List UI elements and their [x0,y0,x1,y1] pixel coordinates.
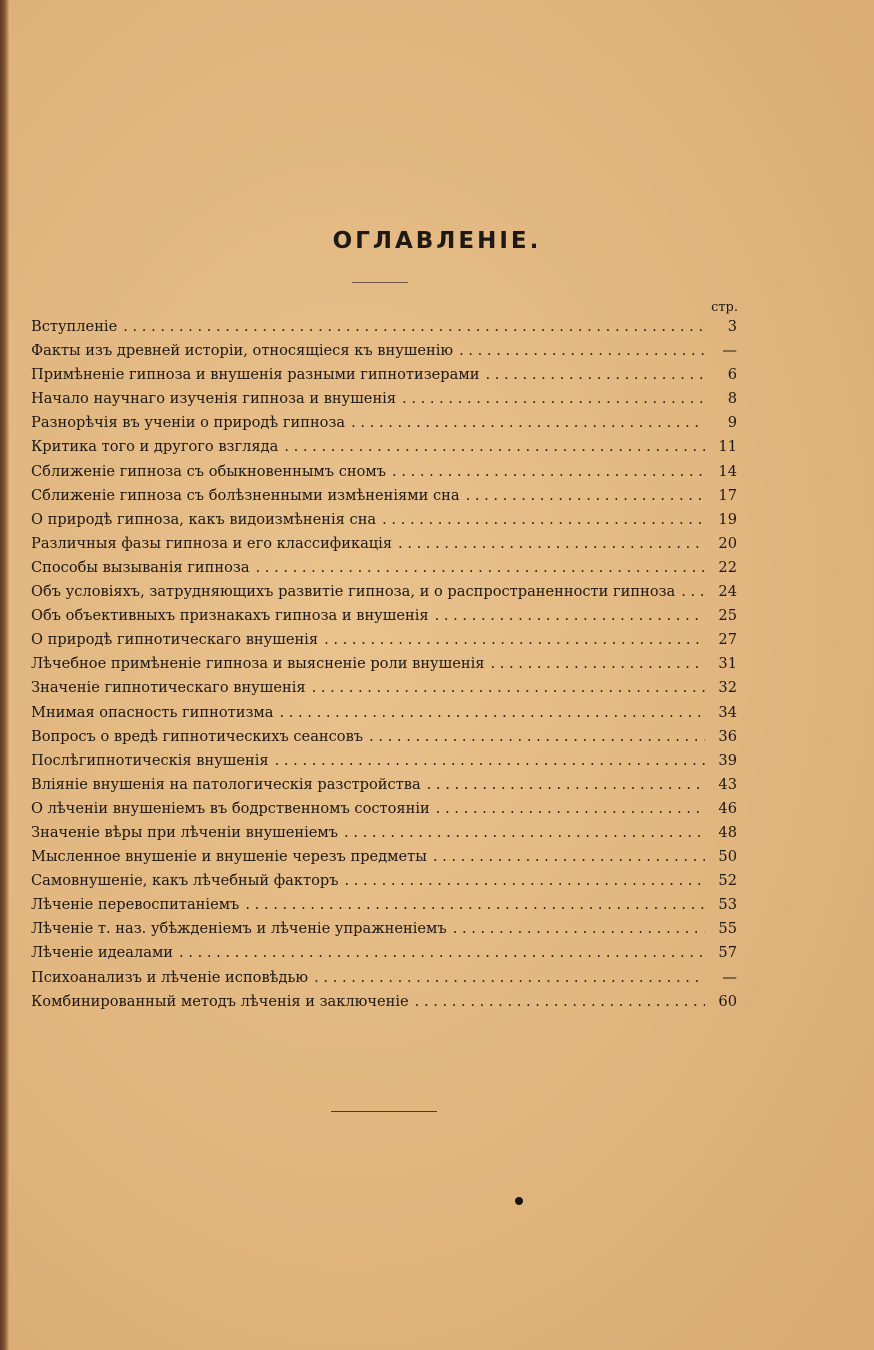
dot-leader [284,438,705,462]
toc-entry [31,872,737,896]
dot-leader [324,631,705,655]
dot-leader [312,679,705,703]
toc-entry-title: Вліяніе внушенія на патологическія разстройства [31,775,421,793]
toc-entry-title: Значеніе вѣры при лѣченіи внушеніемъ [31,823,339,841]
dot-leader [275,752,705,776]
toc-entry-title: Разнорѣчія въ ученіи о природѣ гипноза [31,414,346,432]
toc-entry-title: Лѣченіе перевоспитаніемъ [31,896,240,914]
toc-entry-title: Мысленное внушеніе и внушеніе черезъ предметы [31,848,427,866]
toc-entry-page-number: 24 [718,583,737,601]
toc-entry [31,414,737,438]
page-title: ОГЛАВЛЕНІЕ. [332,228,542,254]
dot-leader [392,463,705,487]
dot-leader [123,318,705,342]
toc-entry-title: Лѣченіе т. наз. убѣжденіемъ и лѣченіе упражненіемъ [31,920,447,938]
dot-leader [369,728,705,752]
toc-entry [31,607,737,631]
toc-entry-title: Примѣненіе гипноза и внушенія разными гипнотизерами [31,366,480,384]
toc-entry-title: Комбинированный методъ лѣченія и заключеніе [31,992,409,1010]
toc-entry [31,993,737,1017]
toc-entry [31,824,737,848]
dot-leader [382,511,705,535]
dot-leader [453,920,705,944]
toc-entry [31,487,737,511]
toc-entry-title: Послѣгипнотическія внушенія [31,751,269,769]
toc-entry-title: Лѣчебное примѣненіе гипноза и выясненіе роли внушенія [31,655,485,673]
toc-entry [31,631,737,655]
toc-entry-title: Сближеніе гипноза съ обыкновеннымъ сномъ [31,462,387,480]
toc-entry-page-number: 50 [718,848,737,866]
dot-leader [490,655,705,679]
toc-entry [31,559,737,583]
toc-entry [31,776,737,800]
dot-leader [433,848,705,872]
dot-leader [345,872,706,896]
toc-entry-title: О природѣ гипнотическаго внушенія [31,631,319,649]
dot-leader [427,776,705,800]
dot-leader [398,535,705,559]
toc-entry-title: Мнимая опасность гипнотизма [31,703,274,721]
toc-entry-title: Объ условіяхъ, затрудняющихъ развитіе гипноза, и о распространенности гипноза [31,583,676,601]
toc-entry-title: Различныя фазы гипноза и его классификація [31,534,393,552]
toc-entry [31,390,737,414]
toc-entry-page-number: 27 [718,631,737,649]
toc-entry-page-number: 25 [718,607,737,625]
toc-entry-page-number: 43 [718,775,737,793]
toc-entry-title: Вопросъ о вредѣ гипнотическихъ сеансовъ [31,727,364,745]
toc-entry [31,511,737,535]
dot-leader [279,704,705,728]
toc-entry [31,848,737,872]
dot-leader [435,607,705,631]
toc-entry-page-number: — [722,342,737,360]
book-spine-edge [0,0,9,1350]
toc-entry-title: Психоанализъ и лѣченіе исповѣдью [31,968,309,986]
dot-leader [459,342,705,366]
toc-entry [31,342,737,366]
toc-entry [31,438,737,462]
toc-entry-title: Факты изъ древней исторіи, относящіеся къ внушенію [31,342,454,360]
toc-entry-title: Лѣченіе идеалами [31,944,174,962]
toc-entry-title: Самовнушеніе, какъ лѣчебный факторъ [31,872,339,890]
toc-entry-page-number: 55 [718,920,737,938]
toc-entry-page-number: 36 [718,727,737,745]
printer-dot-mark [515,1197,523,1205]
toc-entry [31,800,737,824]
toc-entry [31,969,737,993]
toc-entry-page-number: 8 [727,390,737,408]
toc-entry-page-number: 60 [718,992,737,1010]
toc-entry [31,920,737,944]
toc-entry [31,535,737,559]
toc-entry [31,679,737,703]
toc-entry [31,583,737,607]
toc-entry-title: Способы вызыванія гипноза [31,558,250,576]
title-divider [352,282,408,283]
dot-leader [466,487,705,511]
bottom-divider [331,1111,437,1112]
toc-entry-title: О лѣченіи внушеніемъ въ бодрственномъ состояніи [31,799,430,817]
toc-entry [31,366,737,390]
dot-leader [245,896,705,920]
toc-entry-page-number: 20 [718,534,737,552]
dot-leader [344,824,705,848]
toc-entry [31,463,737,487]
dot-leader [256,559,705,583]
toc-entry [31,728,737,752]
toc-entry-page-number: 19 [718,510,737,528]
toc-entry-page-number: 11 [718,438,737,456]
toc-entry-title: Объ объективныхъ признакахъ гипноза и внушенія [31,607,429,625]
dot-leader [415,993,705,1017]
toc-entry-page-number: 34 [718,703,737,721]
toc-entry-page-number: 6 [727,366,737,384]
dot-leader [402,390,705,414]
toc-entry-page-number: 31 [718,655,737,673]
toc-entry-title: Начало научнаго изученія гипноза и внушенія [31,390,397,408]
toc-entry-page-number: 32 [718,679,737,697]
toc-entry-title: Критика того и другого взгляда [31,438,279,456]
toc-entry [31,704,737,728]
dot-leader [485,366,705,390]
toc-entry-page-number: 9 [727,414,737,432]
toc-entry-page-number: 57 [718,944,737,962]
page-column-label: стр. [711,300,738,315]
toc-entry-title: О природѣ гипноза, какъ видоизмѣненія сна [31,510,377,528]
toc-entry-page-number: 48 [718,823,737,841]
toc-entry-title: Значеніе гипнотическаго внушенія [31,679,306,697]
dot-leader [351,414,705,438]
toc-entry [31,318,737,342]
dot-leader [179,944,705,968]
toc-entry-page-number: 14 [718,462,737,480]
dot-leader [436,800,705,824]
toc-entry-page-number: 22 [718,558,737,576]
toc-entry-page-number: 53 [718,896,737,914]
toc-entry [31,752,737,776]
toc-entry [31,655,737,679]
toc-entry-page-number: — [722,968,737,986]
toc-entry-page-number: 39 [718,751,737,769]
table-of-contents [31,318,737,1017]
dot-leader [681,583,705,607]
dot-leader [314,969,705,993]
toc-entry-page-number: 46 [718,799,737,817]
toc-entry-title: Сближеніе гипноза съ болѣзненными измѣненіями сна [31,486,460,504]
toc-entry-page-number: 3 [727,318,737,335]
toc-entry-title: Вступленіе [31,318,118,335]
toc-entry [31,944,737,968]
toc-entry-page-number: 52 [718,872,737,890]
toc-entry [31,896,737,920]
toc-entry-page-number: 17 [718,486,737,504]
